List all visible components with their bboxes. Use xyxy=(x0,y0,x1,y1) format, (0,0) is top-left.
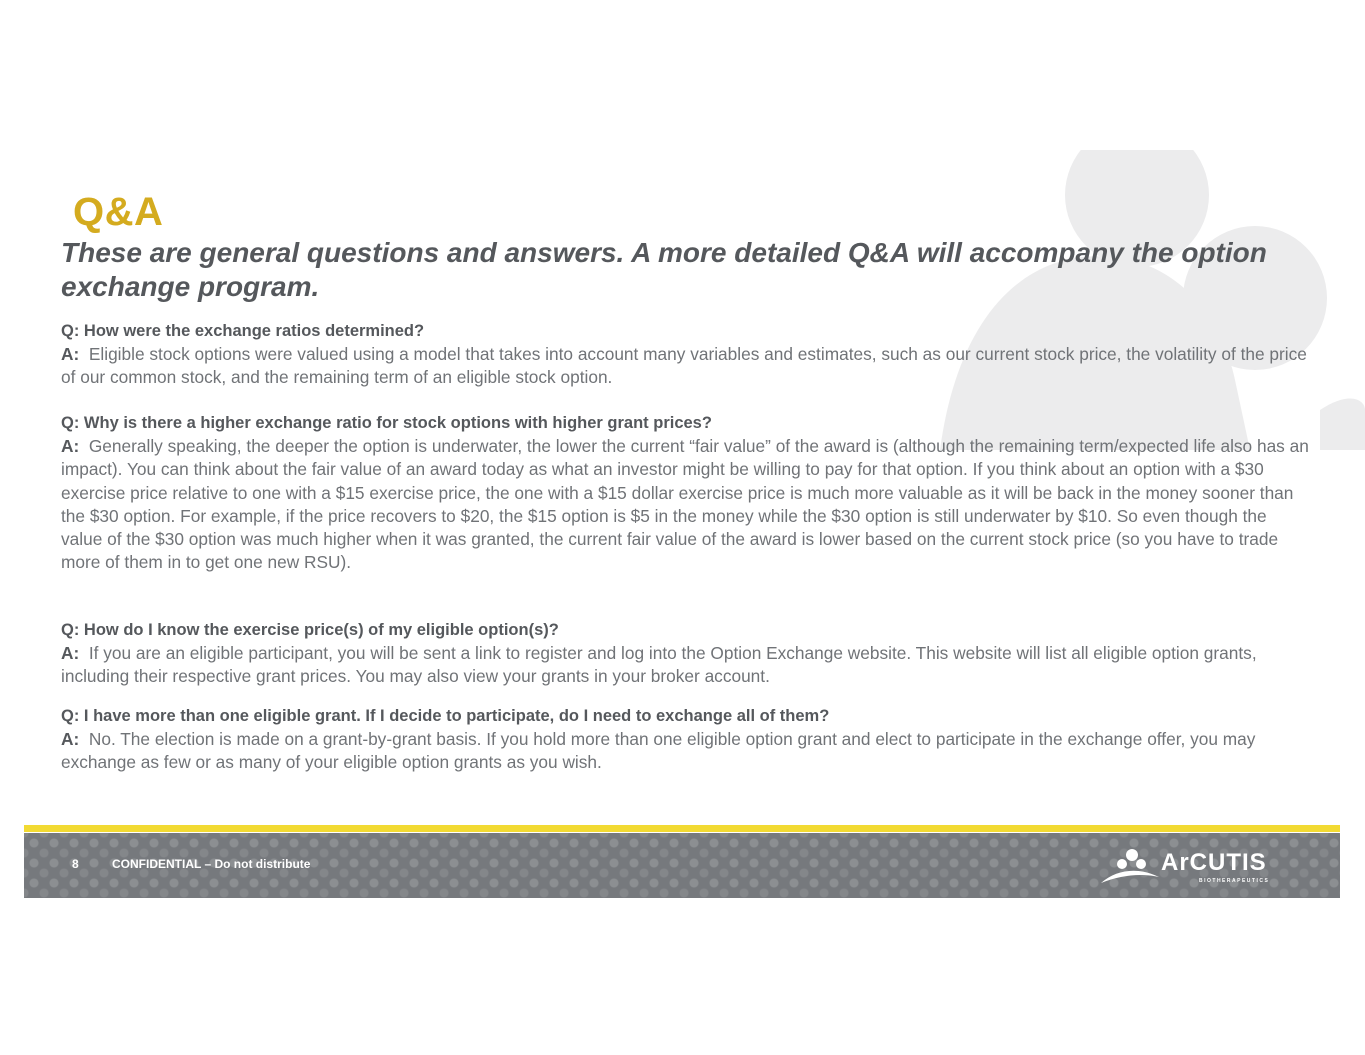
logo-people-icon xyxy=(1099,847,1161,889)
logo-subtext: BIOTHERAPEUTICS xyxy=(1199,878,1270,884)
qa-answer xyxy=(61,343,1311,390)
page-subtitle: These are general questions and answers. A more detailed Q&A will accompany the option exchange program. xyxy=(61,237,1267,302)
footer-accent-line xyxy=(24,825,1340,832)
qa-answer xyxy=(61,642,1311,689)
qa-question: Q: Why is there a higher exchange ratio for stock options with higher grant prices? xyxy=(61,414,712,432)
qa-answer xyxy=(61,728,1311,775)
qa-answer-text: No. The election is made on a grant-by-grant basis. If you hold more than one eligible option grant and elect to participate in the exchange offer, you may exchange as few or as many of your eligible option grants as you wish. xyxy=(61,729,1256,773)
answer-prefix: A: xyxy=(61,729,80,749)
qa-answer-text: If you are an eligible participant, you will be sent a link to register and log into the Option Exchange website. This website will list all eligible option grants, including their respective grant prices. You may also view your grants in your broker account. xyxy=(61,643,1257,687)
confidential-notice: CONFIDENTIAL – Do not distribute xyxy=(112,857,311,871)
page-number: 8 xyxy=(72,857,79,871)
qa-item xyxy=(61,705,1311,775)
answer-prefix: A: xyxy=(61,344,80,364)
qa-question: Q: How do I know the exercise price(s) of my eligible option(s)? xyxy=(61,621,559,639)
arcutis-logo xyxy=(1099,847,1289,889)
page-title: Q&A xyxy=(73,190,164,234)
qa-answer-text: Generally speaking, the deeper the option is underwater, the lower the current “fair value” of the award is (although the remaining term/expected life also has an impact). You can think about the fair value of an award today as what an investor might be willing to pay for that option. If you think about an option with a $30 exercise price relative to one with a $15 exercise price, the one with a $15 dollar exercise price is much more valuable as it will be back in the money sooner than the $30 option. For example, if the price recovers to $20, the $15 option is $5 in the money while the $30 option is still underwater by $10. So even though the value of the $30 option was much higher when it was granted, the current fair value of the award is lower based on the current stock price (so you have to trade more of them in to get one new RSU). xyxy=(61,436,1309,573)
qa-item xyxy=(61,619,1311,689)
qa-question: Q: How were the exchange ratios determined? xyxy=(61,322,425,340)
qa-question: Q: I have more than one eligible grant. If I decide to participate, do I need to exchange all of them? xyxy=(61,707,830,725)
footer-band xyxy=(24,833,1340,898)
qa-item xyxy=(61,320,1311,390)
logo-wordmark: ArCUTIS xyxy=(1161,849,1267,876)
qa-answer xyxy=(61,435,1311,575)
qa-item xyxy=(61,412,1311,575)
answer-prefix: A: xyxy=(61,436,80,456)
qa-answer-text: Eligible stock options were valued using a model that takes into account many variables and estimates, such as our current stock price, the volatility of the price of our common stock, and the remaining term of an eligible stock option. xyxy=(61,344,1307,388)
answer-prefix: A: xyxy=(61,643,80,663)
